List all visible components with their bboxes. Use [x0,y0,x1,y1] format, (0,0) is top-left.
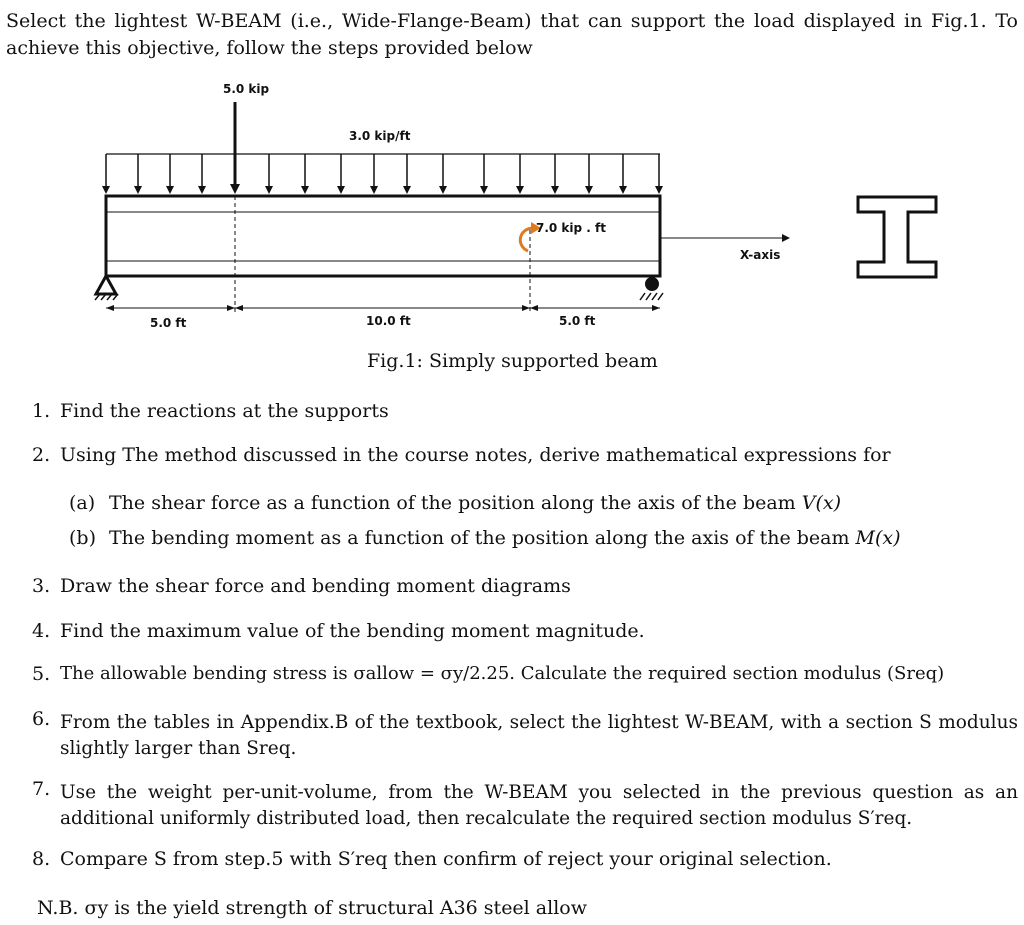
udl-arrow-head [166,186,174,194]
roller-support-icon [645,277,659,291]
substep-b-text: The bending moment as a function of the position along the axis of the beam M(x) [109,527,901,549]
udl-arrow-head [134,186,142,194]
substep-label: (a) [69,492,96,514]
dimension-label-3: 5.0 ft [559,314,596,328]
substep-a-text: The shear force as a function of the position along the axis of the beam V(x) [109,492,842,514]
point-load-label: 5.0 kip [223,82,270,96]
pin-support-icon [96,276,116,294]
step-4-text: Find the maximum value of the bending moment magnitude. [60,620,645,642]
udl-arrow-head [403,186,411,194]
udl-arrow-head [198,186,206,194]
udl-arrow-head [480,186,488,194]
step-number: 1. [32,400,51,422]
figure-caption: Fig.1: Simply supported beam [367,350,658,372]
udl-arrow-head [265,186,273,194]
moment-label: 7.0 kip . ft [536,221,606,235]
udl-arrow-head [655,186,663,194]
step-1-text: Find the reactions at the supports [60,400,389,422]
distributed-load-arrows [102,154,663,194]
dimension-label-1: 5.0 ft [150,316,187,330]
udl-arrow-head [301,186,309,194]
dimension-label-2: 10.0 ft [366,314,411,328]
substep-label: (b) [69,527,96,549]
udl-arrow-head [551,186,559,194]
step-number: 5. [32,663,51,685]
distributed-load-label: 3.0 kip/ft [349,129,411,143]
udl-arrow-head [102,186,110,194]
step-2-text: Using The method discussed in the course notes, derive mathematical expressions for [60,444,891,466]
step-3-text: Draw the shear force and bending moment diagrams [60,575,571,597]
udl-arrow-head [370,186,378,194]
beam [106,196,660,276]
step-number: 2. [32,444,51,466]
udl-arrow-head [337,186,345,194]
beam-figure [0,70,1024,350]
w-beam-section-icon [858,197,936,277]
step-7-text: Use the weight per-unit-volume, from the W-BEAM you selected in the previous question as an additional uniformly distributed load, then recalculate the required section modulus S′req. [60,782,1018,829]
x-axis-label: X-axis [740,248,781,262]
step-8-text: Compare S from step.5 with S′req then confirm of reject your original selection. [60,848,832,870]
step-number: 4. [32,620,51,642]
udl-arrow-head [585,186,593,194]
udl-arrow-head [516,186,524,194]
intro-paragraph: Select the lightest W-BEAM (i.e., Wide-Flange-Beam) that can support the load displayed in Fig.1. To achieve this objective, follow the steps provided below [6,10,1018,59]
step-number: 6. [32,708,51,730]
step-number: 7. [32,778,51,800]
udl-arrow-head [439,186,447,194]
step-number: 8. [32,848,51,870]
step-number: 3. [32,575,51,597]
step-6-text: From the tables in Appendix.B of the textbook, select the lightest W-BEAM, with a section S modulus slightly larger than Sreq. [60,712,1018,759]
step-5-text: The allowable bending stress is σallow = σy/2.25. Calculate the required section modulus (Sreq) [60,663,945,684]
footnote: N.B. σy is the yield strength of structural A36 steel allow [37,897,587,919]
udl-arrow-head [619,186,627,194]
